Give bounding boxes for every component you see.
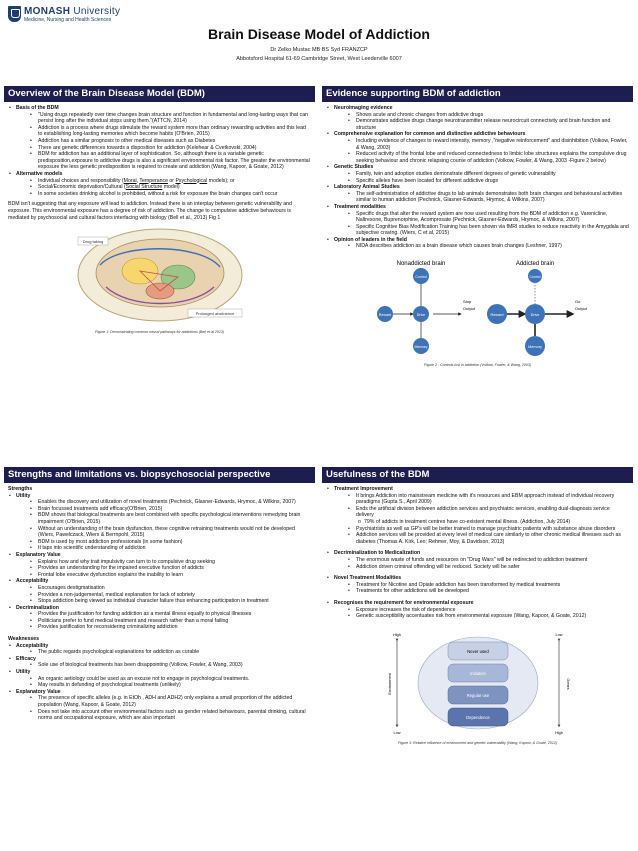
strength-item: • BDM shows that biological treatments are best combined with specific psychological interventions remedying brain impairment (O'Brien, 2015)	[16, 512, 311, 525]
monash-logo	[8, 6, 120, 23]
svg-text:Control: Control	[529, 275, 540, 280]
svg-text:Reward: Reward	[489, 313, 504, 318]
strength-group-label: Decriminalization	[16, 604, 59, 611]
basis-item: • There are genetic differences towards a disposition for addiction (Kelehear & Cvetkovski, 2004)	[16, 145, 311, 152]
logo-name: MONASH	[24, 6, 71, 17]
weakness-item: • Does not take into account other environmental factors such as gender related behaviours, parental drinking, cultural norms and occupational exposure, which are also important	[16, 709, 311, 722]
abstinence-label: Prolonged abstinence	[195, 310, 234, 316]
usefulness-heading: Usefulness of the BDM	[322, 467, 633, 483]
output-label: Output	[462, 306, 475, 312]
evidence-item: • Shows acute and chronic changes from addictive drugs	[334, 112, 629, 119]
env-low-label: Low	[393, 730, 400, 735]
alt-label: Alternative models	[16, 170, 63, 177]
evidence-item: • Family, twin and adoption studies demonstrate different degrees of genetic vulnerability	[334, 171, 629, 178]
evidence-group-label: Comprehensive explanation for common and distinctive addictive behaviours	[334, 131, 526, 138]
evidence-panel	[322, 86, 633, 443]
basis-label: Basis of the BDM	[16, 105, 59, 111]
figure1-caption: Figure 1: Demonstrating common neural pathways for addictions (Bell et al 2013)	[94, 330, 225, 335]
strengths-label: Strengths	[8, 486, 33, 492]
env-high-label: High	[392, 632, 401, 637]
addicted-brain-diagram	[363, 258, 593, 360]
evidence-group-label: Genetic Studies	[334, 164, 374, 171]
svg-text:Drive: Drive	[416, 313, 425, 318]
strength-item: • Provides the justification for funding addiction as a mental illness equally to physical illnesses	[16, 611, 311, 618]
evidence-heading: Evidence supporting BDM of addiction	[322, 86, 633, 102]
strength-item: • Provides justification for reconsidering criminalizing addiction	[16, 624, 311, 631]
nonaddicted-title: Nonaddicted brain	[396, 261, 445, 268]
strength-group-label: Utility	[16, 492, 31, 499]
overview-panel	[4, 86, 315, 443]
strength-item: • It taps into scientific understanding of addiction	[16, 545, 311, 552]
output-label: Output	[574, 306, 587, 312]
evidence-group-label: Laboratory Animal Studies	[334, 184, 400, 191]
weakness-item: • The public regards psychological explanations for addiction as curable	[16, 649, 311, 656]
usefulness-group-label: Decriminalization to Medicalization	[334, 550, 421, 557]
evidence-item: • NIDA describes addiction as a brain disease which causes brain changes (Leshner, 1997)	[334, 243, 629, 250]
strength-item: • Frontal lobe executive dysfunction explains the inability to learn	[16, 572, 311, 579]
weakness-group-label: Utility	[16, 669, 31, 676]
genes-high-label: High	[554, 730, 563, 735]
genes-low-label: Low	[555, 632, 562, 637]
evidence-item: • Including evidence of changes to reward intensity, memory ,"negative reinforcement" and disinhibition (Volkow, Fowler, & Wang, 2003)	[334, 138, 629, 151]
usefulness-item: • Addiction services will be provided at every level of medical care similarly to other chronic medical illnesses such as diabetes (Thomas A. Kirk, Leo; Rehmer, Moy, & Davidson, 2013)	[334, 532, 629, 545]
strength-item: • Without an understanding of the brain dysfunction, these cognitive retraining treatments would not be developed (Wiers, Pawelczack, Wiers & Berrnpohl, 2015)	[16, 526, 311, 539]
strength-item: • Politicians prefer to fund medical treatment and research rather than a moral failing	[16, 618, 311, 625]
weakness-item: • An organic aetiology could be used as an excuse not to engage in psychological treatments.	[16, 676, 311, 683]
basis-item: • Addiction is a process where drugs stimulate the reward system more than ordinary rewarding activities and this lead to establishing long-lasting memories which become habits (O'Brien, 2015)	[16, 125, 311, 138]
usefulness-panel	[322, 467, 633, 847]
evidence-group-label: Opinion of leaders in the field	[334, 236, 407, 243]
environment-genes-figure	[383, 628, 573, 738]
figure3-caption: Figure 3: Relative influence of environment and genetic vulnerability (Wang, Kapoor, & Goate, 2012)	[397, 740, 558, 745]
strength-item: • Enables the discovery and utilization of novel treatments (Pechnick, Glasner-Edwards, Hrymoc, & Wilkins, 2007)	[16, 499, 311, 506]
monash-shield-icon	[8, 6, 21, 22]
svg-text:Reward: Reward	[378, 313, 391, 318]
social-structure-link: Social Structure	[125, 184, 163, 191]
strength-item: • Brain focussed treatments add efficacy(O'Brien, 2015)	[16, 506, 311, 513]
evidence-item: • Reduced activity of the frontal lobe and reduced connectedness to limbic lobe structures explains the compulsive drug seeking behaviour and chronic relapsing course of addiction (Volkow, Fowler, & Wang, 2003 -Figure 2 below)	[334, 151, 629, 164]
strength-item: • Provides a non-judgemental, medical explanation for lack of sobriety	[16, 592, 311, 599]
usefulness-item: • It brings Addiction into mainstream medicine with it's resources and EBM approach instead of individual recovery paradigms (Gupta S., April 2009)	[334, 493, 629, 506]
temperance-link: Temperance	[139, 177, 168, 184]
strength-item: • Stops addiction being viewed as individual character failure thus enhancing participation in treatment	[16, 598, 311, 605]
logo-faculty: Medicine, Nursing and Health Sciences	[24, 17, 112, 23]
psychological-link: Psychological	[175, 177, 208, 184]
genes-axis-label: Genes	[565, 678, 570, 690]
evidence-item: • The self-administration of addictive drugs to lab animals demonstrates both brain changes and behavioural activities similar to human addiction (Pechnick, Glasner-Edwards, Hrymoc, & Wilkins, 2007)	[334, 191, 629, 204]
svg-text:Never used: Never used	[466, 648, 489, 654]
basis-item: • BDM for addiction has an additional layer of sophistication. So, although there is a variable genetic predisposition,exposure to addictive drugs is also a significant environmental risk factor. The greater the environmental exposure the less genetic predisposition is required to create and addiction (Wang, Kapoor, & Goate, 2012)	[16, 151, 311, 171]
usefulness-subitem: o 79% of addicts in treatment centres have co-existent mental illness. (Addiction, July 2014)	[334, 519, 629, 526]
weaknesses-label: Weaknesses	[8, 636, 40, 643]
basis-item: • Addiction has a similar prognosis to other medical diseases such as Diabetes	[16, 138, 311, 145]
evidence-item: • Specific Cognitive Bias Modification Training has been shown via fMRI studies to reduce reactivity in the Amygdala and subjective craving. (Wiers, C et al, 2015)	[334, 224, 629, 237]
figure2-caption: Figure 2 : Controls lost in addiction (Volkow, Fowler, & Wang, 2003)	[423, 363, 532, 368]
usefulness-item: • Treatment for Nicotine and Opiate addiction has been transformed by medical treatments	[334, 582, 629, 589]
go-label: Go	[574, 299, 580, 305]
neural-pathways-figure	[70, 225, 250, 327]
weakness-item: • May results in defunding of psychological treatments (unlikely)	[16, 682, 311, 689]
evidence-item: • Specific drugs that alter the reward system are now used resulting from the BDM of addiction e.g. Varenicline, Naltrexone, Buprenorphine, Acomprosate (Pechnick, Glasner-Edwards, Hrymoc, & Wilkins, 2007)	[334, 211, 629, 224]
weakness-group-label: Explanatory Value	[16, 688, 61, 695]
alt-item: • Individual choices and responsibility (Moral, Temperance or Psychological models); or	[16, 178, 311, 185]
poster-affiliation: Abbotsford Hospital 61-69 Cambridge Street, West Leederville 6007	[236, 56, 402, 62]
evidence-group-label: Treatment modalities	[334, 203, 386, 210]
strength-item: • Explains how and why trait impulsivity can turn to to compulsive drug seeking	[16, 559, 311, 566]
weakness-group-label: Efficacy	[16, 655, 36, 662]
usefulness-item: • Exposure increases the risk of dependence	[334, 607, 629, 614]
weakness-group-label: Acceptability	[16, 642, 49, 649]
poster-author: Dr Zelko Mustac MB BS Syd FRANZCP	[270, 47, 368, 53]
alt-item: • In some societies drinking alcohol is prohibited, without a risk for exposure the brain changes can't occur	[16, 191, 311, 198]
drug-taking-label: Drug taking	[82, 238, 103, 244]
overview-heading: Overview of the Brain Disease Model (BDM)	[4, 86, 315, 102]
usefulness-item: • Treatments for other addictions will be developed	[334, 588, 629, 595]
moral-link: Moral	[123, 177, 137, 184]
addicted-title: Addicted brain	[515, 261, 554, 268]
poster-header	[0, 0, 638, 80]
alt-item: • Social/Economic deprivation/Cultural (Social Structure model)	[16, 184, 311, 191]
svg-text:Drive: Drive	[530, 313, 539, 318]
usefulness-group-label: Recognises the requirement for environmental exposure	[334, 599, 474, 606]
strength-group-label: Acceptability	[16, 578, 49, 585]
evidence-group-label: Neuroimaging evidence	[334, 105, 393, 111]
stop-label: Stop	[462, 299, 471, 305]
usefulness-item: • Addiction driven criminal offending will be reduced. Society will be safer	[334, 564, 629, 571]
evidence-item: • Specific alleles have been located for different addictive drugs	[334, 178, 629, 185]
basis-item: • "Using drugs repeatedly over time changes brain structure and function in fundamental and long-lasting ways that can persist long after the individual stops using them."(ATTCN, 2014)	[16, 112, 311, 125]
strengths-panel	[4, 467, 315, 847]
svg-text:Regular use: Regular use	[466, 692, 489, 698]
strength-item: • Encourages destigmatisation	[16, 585, 311, 592]
usefulness-item: • Genetic susceptibility accentuates risk from environmental exposure (Wang, Kapoor, & Goate, 2012)	[334, 613, 629, 620]
poster-title: Brain Disease Model of Addiction	[208, 26, 430, 42]
environment-axis-label: Environment	[387, 673, 392, 695]
svg-text:Control: Control	[414, 275, 427, 280]
svg-text:Dependence: Dependence	[465, 714, 490, 720]
usefulness-item: • Ends the artificial division between addiction services and psychiatric services, enabling dual-diagnosis service delivery	[334, 506, 629, 519]
svg-text:Initiation: Initiation	[469, 670, 486, 676]
weakness-item: • Sole use of biological treatments has been disappointing (Volkow, Fowler, & Wang, 2003)	[16, 662, 311, 669]
usefulness-item: • The enormous waste of funds and resources on "Drug Wars" will be redirected to addiction treatment	[334, 557, 629, 564]
logo-university: University	[73, 6, 121, 17]
overview-paragraph: BDM isn't suggesting that any exposure will lead to addiction. Instead there is an interplay between genetic vulnerability and exposure. This environmental exposure has a degree of risk of addiction. The change to compulsive addictive behaviours is mediated by psychosocial and cultural factors interfacing with biology (Bell et al., 2013) Fig 1	[8, 201, 292, 221]
evidence-item: • Demonstrates addictive drugs change neurotransmitter release neurocircuit connectivity and brain function and structure	[334, 118, 629, 131]
strength-item: • BDM is used by most addiction professionals (in some fashion)	[16, 539, 311, 546]
usefulness-group-label: Novel Treatment Modalities	[334, 575, 402, 582]
usefulness-item: • Psychiatrists as well as GP's will be better trained to manage psychiatric patients with substance abuse disorders	[334, 526, 629, 533]
strength-group-label: Explanatory Value	[16, 551, 61, 558]
strengths-heading: Strengths and limitations vs. biopsychosocial perspective	[4, 467, 315, 483]
svg-text:Memory: Memory	[527, 345, 542, 350]
strength-item: • Provides an understanding for the impaired executive function of addicts	[16, 565, 311, 572]
weakness-item: • The presence of specific alleles (e.g. in EtOh , ADH and ADH2) only explains a small proportion of the addicted population (Wang, Kapoor, & Goate, 2012)	[16, 695, 311, 708]
usefulness-group-label: Treatment Improvement	[334, 486, 393, 492]
svg-text:Memory: Memory	[414, 345, 427, 350]
